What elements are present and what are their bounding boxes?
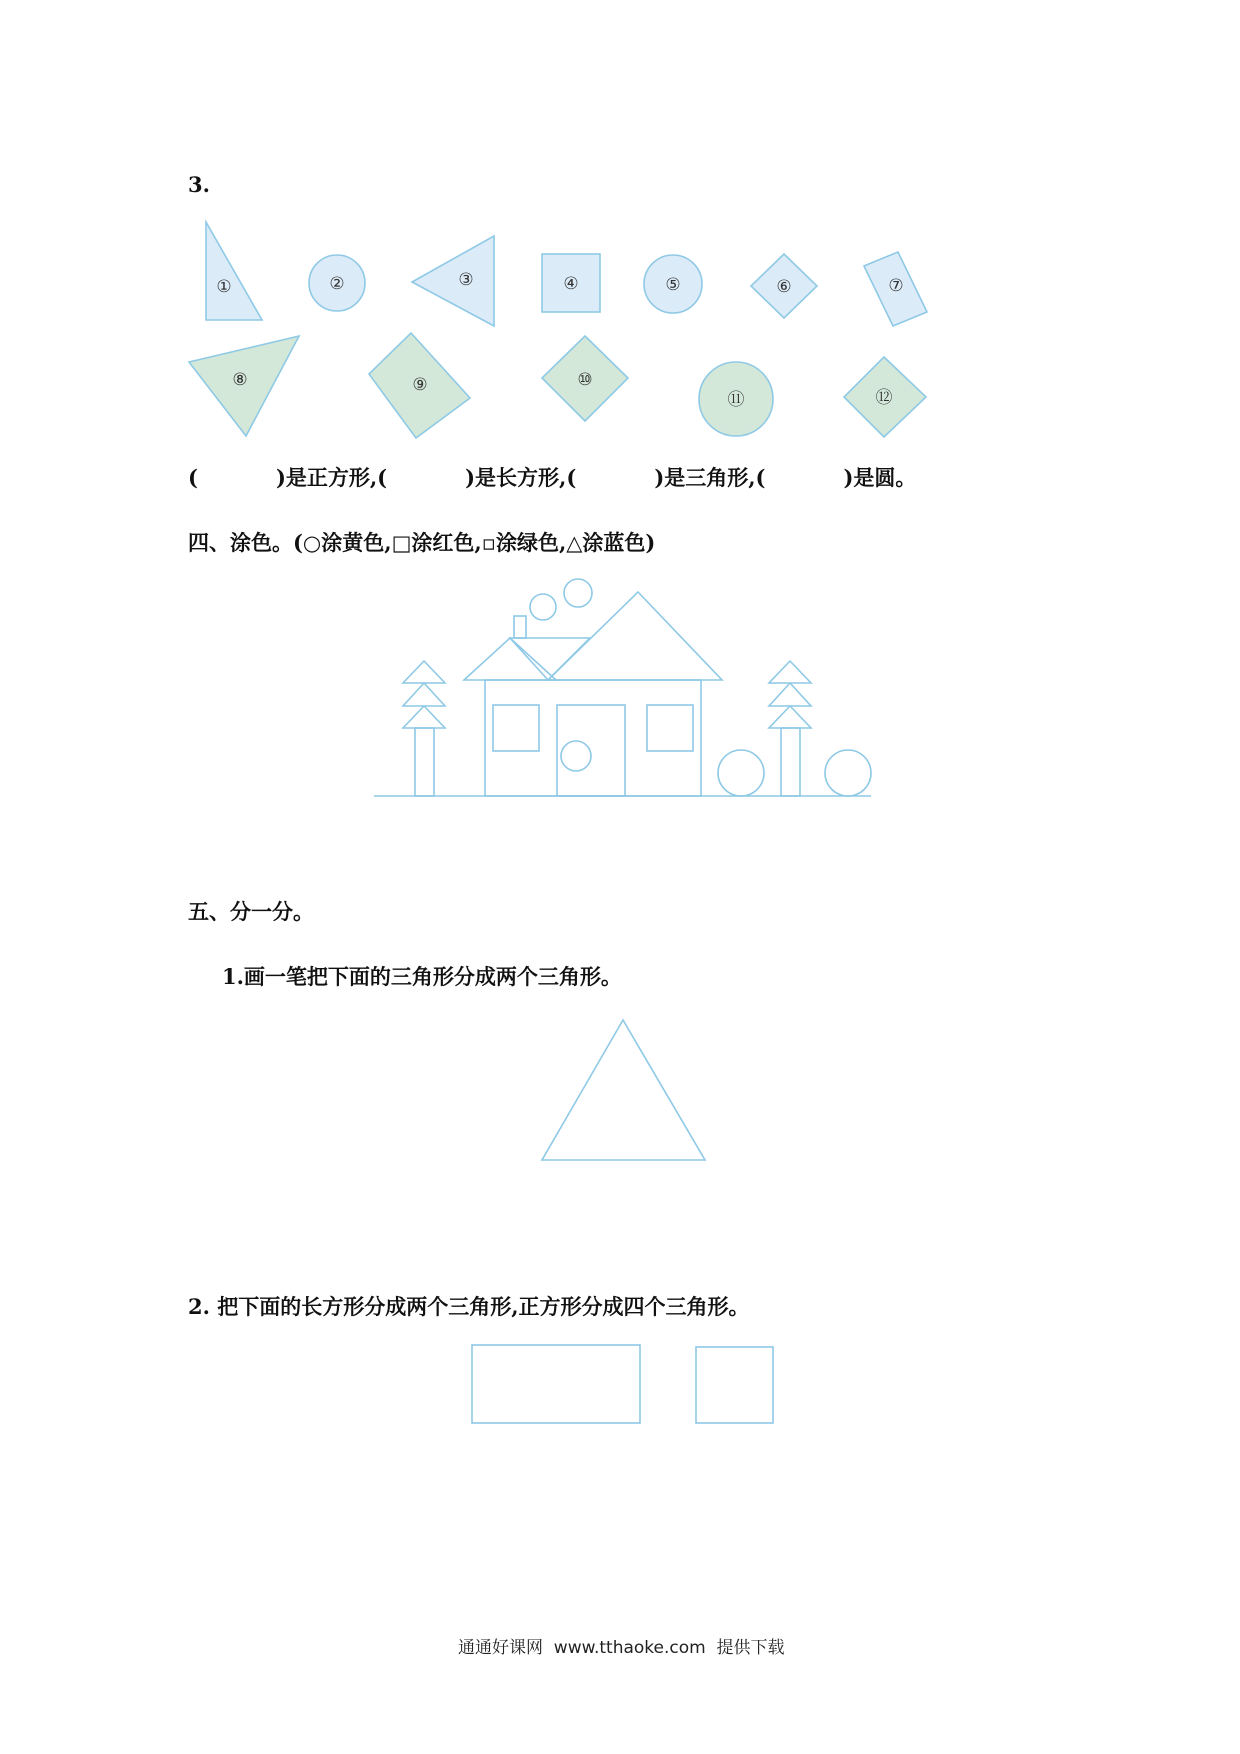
footer-text: 通通好课网 www.tthaoke.com 提供下载 bbox=[458, 1638, 785, 1658]
triangle-label: )是三角形,( bbox=[654, 465, 766, 490]
shape-1-triangle bbox=[206, 222, 262, 320]
section-4-title: 四、涂色。(○涂黄色,□涂红色,▫涂绿色,△涂蓝色) bbox=[188, 530, 656, 555]
shape-number-label: ⑪ bbox=[727, 390, 745, 410]
house-picture bbox=[374, 579, 871, 796]
shape-number-label: ⑩ bbox=[577, 370, 593, 390]
triangle-to-divide bbox=[542, 1020, 705, 1160]
section-5-question-1: 1.画一笔把下面的三角形分成两个三角形。 bbox=[222, 964, 622, 989]
tree-triangle bbox=[769, 706, 811, 728]
shape-number-label: ⑨ bbox=[412, 375, 428, 395]
big-roof-triangle bbox=[548, 592, 722, 680]
shape-number-label: ⑫ bbox=[875, 388, 893, 408]
door bbox=[557, 705, 625, 796]
right-window bbox=[647, 705, 693, 751]
section-5-title: 五、分一分。 bbox=[188, 899, 314, 924]
ground-circle bbox=[718, 750, 764, 796]
house-body bbox=[485, 680, 701, 796]
shape-number-label: ⑤ bbox=[665, 275, 681, 295]
square-to-divide bbox=[696, 1347, 773, 1423]
shape-number-label: ⑧ bbox=[232, 370, 248, 390]
tree-trunk bbox=[781, 728, 800, 796]
circle-label: )是圆。 bbox=[843, 465, 917, 490]
shape-number-label: ④ bbox=[563, 274, 579, 294]
shape-number-label: ⑥ bbox=[776, 277, 792, 297]
square-label: )是正方形,( bbox=[275, 465, 388, 490]
tree-triangle bbox=[769, 661, 811, 683]
ground-circle bbox=[825, 750, 871, 796]
shape-3-triangle bbox=[412, 236, 494, 326]
answer-line bbox=[188, 467, 916, 488]
rectangle-to-divide bbox=[472, 1345, 640, 1423]
shape-number-label: ⑦ bbox=[888, 276, 904, 296]
tree-triangle bbox=[403, 661, 445, 683]
smoke-circle bbox=[564, 579, 592, 607]
rectangle-label: )是长方形,( bbox=[465, 465, 577, 490]
shape-number-label: ① bbox=[216, 277, 232, 297]
smoke-circle bbox=[530, 594, 556, 620]
tree-trunk bbox=[415, 728, 434, 796]
door-circle bbox=[561, 741, 591, 771]
tree-triangle bbox=[403, 683, 445, 706]
tree-triangle bbox=[769, 683, 811, 706]
tree-triangle bbox=[403, 706, 445, 728]
left-window bbox=[493, 705, 539, 751]
question-number: 3. bbox=[188, 172, 210, 197]
chimney bbox=[514, 616, 526, 638]
open-paren: ( bbox=[188, 465, 198, 490]
section-5-question-2: 2. 把下面的长方形分成两个三角形,正方形分成四个三角形。 bbox=[188, 1294, 750, 1319]
shape-number-label: ③ bbox=[458, 270, 474, 290]
shape-number-label: ② bbox=[329, 274, 345, 294]
